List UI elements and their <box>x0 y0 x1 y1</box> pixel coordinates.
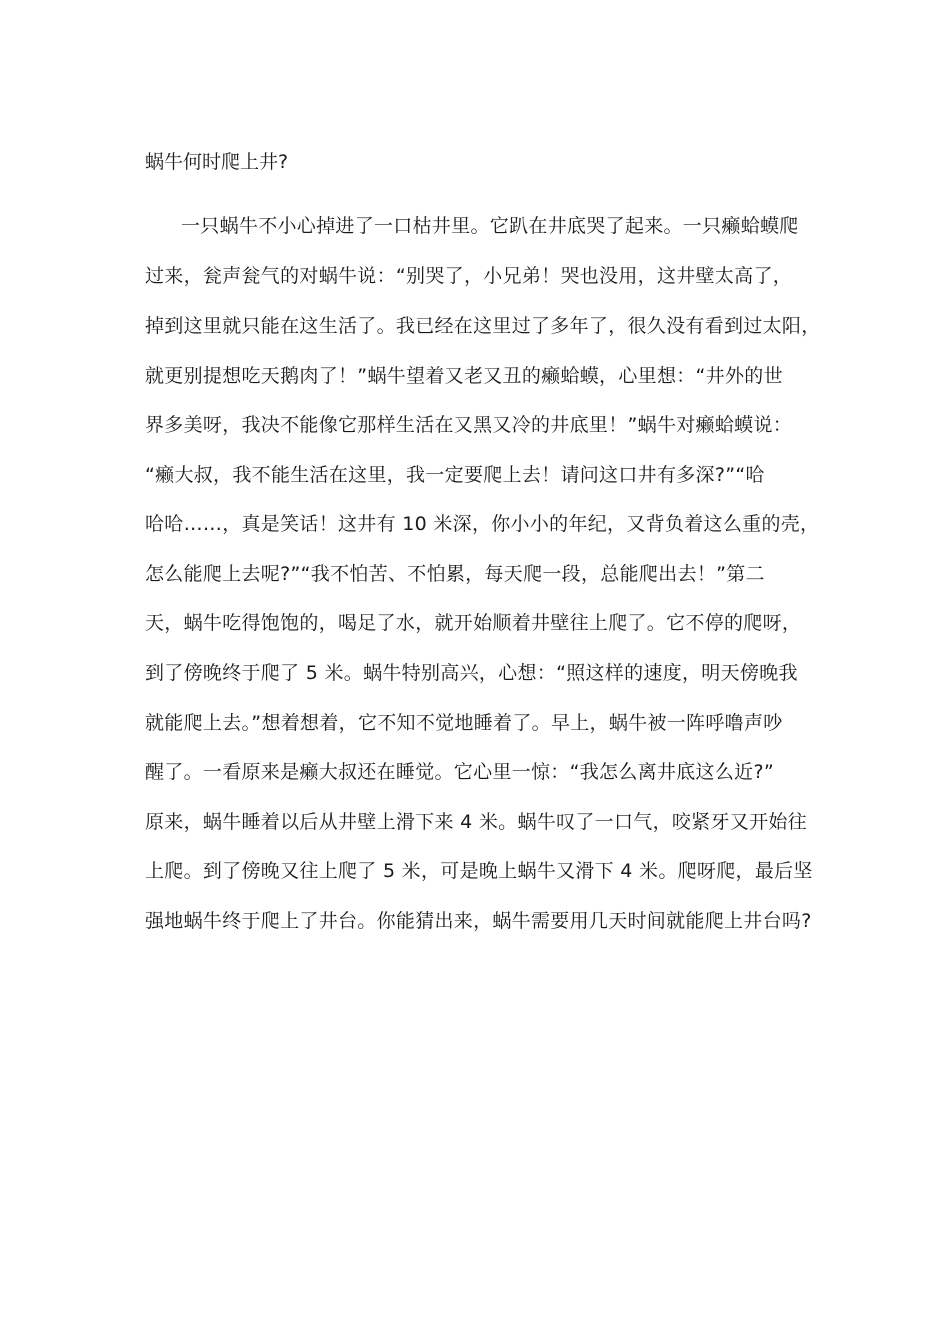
paragraph-line-1: 一只蜗牛不小心掉进了一口枯井里。它趴在井底哭了起来。一只癞蛤蟆爬 <box>181 215 799 237</box>
paragraph-line-2: 过来，瓮声瓮气的对蜗牛说：“别哭了，小兄弟！哭也没用，这井壁太高了， <box>145 265 793 287</box>
document-title: 蜗牛何时爬上井? <box>145 151 289 173</box>
paragraph-line-6: “癞大叔，我不能生活在这里，我一定要爬上去！请问这口井有多深?”“哈 <box>145 464 765 486</box>
paragraph-line-5: 界多美呀，我决不能像它那样生活在又黑又冷的井底里！”蜗牛对癞蛤蟆说： <box>145 414 793 436</box>
paragraph-line-9: 天，蜗牛吃得饱饱的，喝足了水，就开始顺着井壁往上爬了。它不停的爬呀， <box>145 612 802 634</box>
paragraph-line-11: 就能爬上去。”想着想着，它不知不觉地睡着了。早上，蜗牛被一阵呼噜声吵 <box>145 712 783 734</box>
paragraph-line-15: 强地蜗牛终于爬上了井台。你能猜出来，蜗牛需要用几天时间就能爬上井台吗? <box>145 910 812 932</box>
paragraph-line-4: 就更别提想吃天鹅肉了！”蜗牛望着又老又丑的癞蛤蟆，心里想：“井外的世 <box>145 365 783 387</box>
paragraph-line-3: 掉到这里就只能在这生活了。我已经在这里过了多年了，很久没有看到过太阳， <box>145 315 821 337</box>
paragraph-line-14: 上爬。到了傍晚又往上爬了 5 米，可是晚上蜗牛又滑下 4 米。爬呀爬，最后坚 <box>145 860 813 882</box>
paragraph-line-12: 醒了。一看原来是癞大叔还在睡觉。它心里一惊：“我怎么离井底这么近?” <box>145 761 774 783</box>
paragraph-line-8: 怎么能爬上去呢?”“我不怕苦、不怕累，每天爬一段，总能爬出去！”第二 <box>145 563 765 585</box>
paragraph-line-13: 原来，蜗牛睡着以后从井壁上滑下来 4 米。蜗牛叹了一口气，咬紧牙又开始往 <box>145 811 807 833</box>
paragraph-line-10: 到了傍晚终于爬了 5 米。蜗牛特别高兴，心想：“照这样的速度，明天傍晚我 <box>145 662 798 684</box>
paragraph-line-7: 哈哈……，真是笑话！这井有 10 米深，你小小的年纪，又背负着这么重的壳， <box>145 513 820 535</box>
